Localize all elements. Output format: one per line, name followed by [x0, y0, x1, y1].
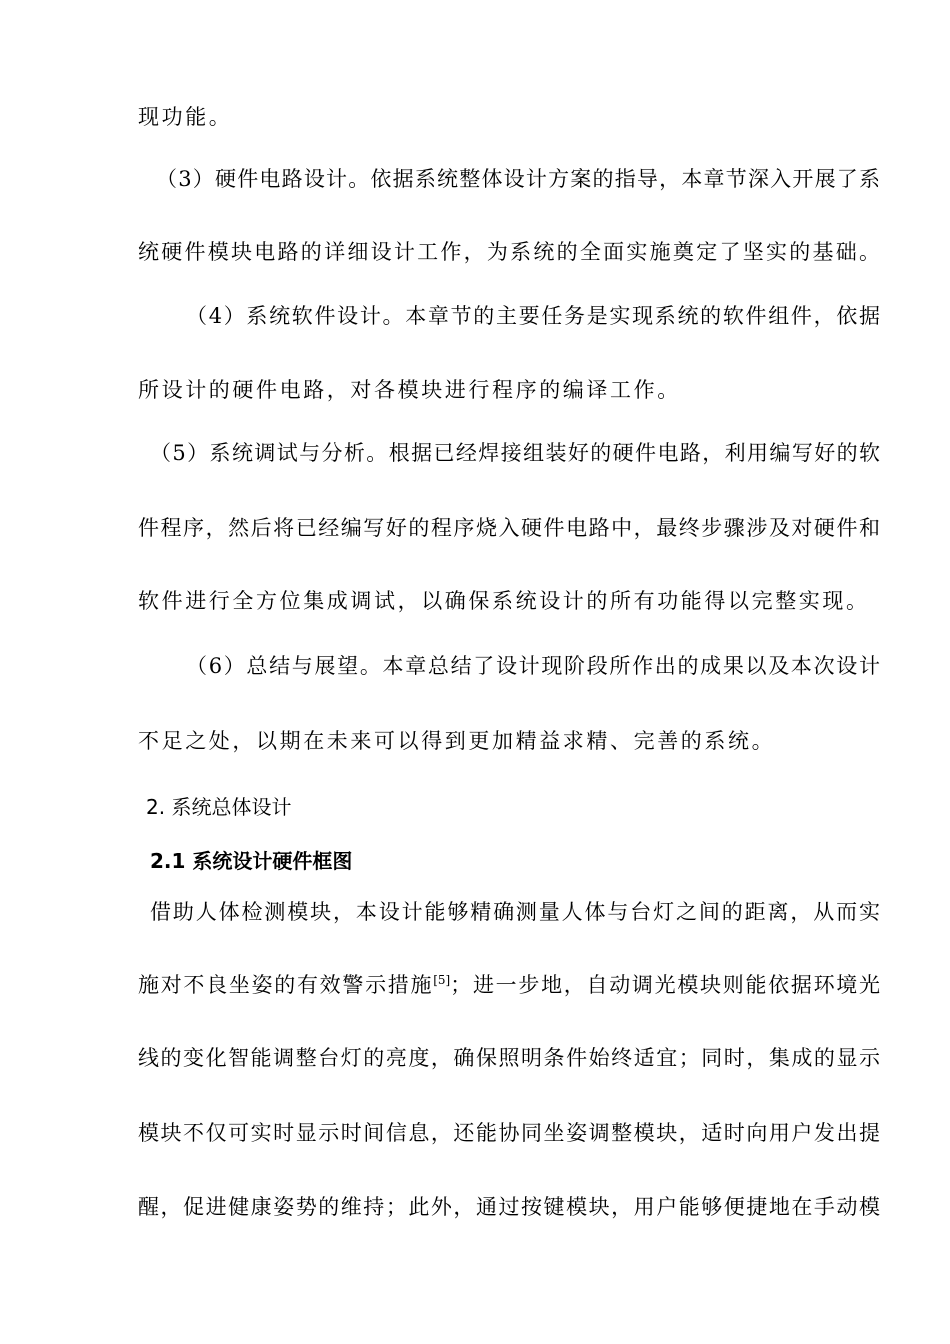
text-line: 借助人体检测模块，本设计能够精确测量人体与台灯之间的距离，从而实 — [150, 900, 880, 924]
text-line: （5）系统调试与分析。根据已经焊接组装好的硬件电路，利用编写好的软 — [150, 441, 880, 465]
text-line: 所设计的硬件电路，对各模块进行程序的编译工作。 — [138, 378, 681, 402]
text-line: 醒，促进健康姿势的维持；此外，通过按键模块，用户能够便捷地在手动模 — [138, 1195, 880, 1219]
text-line: 软件进行全方位集成调试，以确保系统设计的所有功能得以完整实现。 — [138, 589, 870, 613]
text-line — [138, 970, 880, 1000]
text-line: 不足之处，以期在未来可以得到更加精益求精、完善的系统。 — [138, 729, 776, 753]
text-line: （6）总结与展望。本章总结了设计现阶段所作出的成果以及本次设计 — [186, 654, 880, 678]
text-line: 现功能。 — [138, 105, 233, 129]
subsection-heading: 2.1 系统设计硬件框图 — [150, 849, 353, 873]
text-segment: 施对不良坐姿的有效警示措施 — [138, 973, 434, 997]
text-line: （3）硬件电路设计。依据系统整体设计方案的指导，本章节深入开展了系 — [156, 167, 880, 191]
text-segment: ；进一步地，自动调光模块则能依据环境光 — [450, 973, 880, 997]
citation-ref[interactable]: [5] — [433, 973, 451, 987]
section-heading: 2. 系统总体设计 — [146, 795, 292, 819]
text-line: 统硬件模块电路的详细设计工作，为系统的全面实施奠定了坚实的基础。 — [138, 240, 880, 264]
text-line: 模块不仅可实时显示时间信息，还能协同坐姿调整模块，适时向用户发出提 — [138, 1121, 880, 1145]
text-line: 件程序，然后将已经编写好的程序烧入硬件电路中，最终步骤涉及对硬件和 — [138, 516, 880, 540]
text-line: 线的变化智能调整台灯的亮度，确保照明条件始终适宜；同时，集成的显示 — [138, 1046, 880, 1070]
text-line: （4）系统软件设计。本章节的主要任务是实现系统的软件组件，依据 — [186, 304, 880, 328]
